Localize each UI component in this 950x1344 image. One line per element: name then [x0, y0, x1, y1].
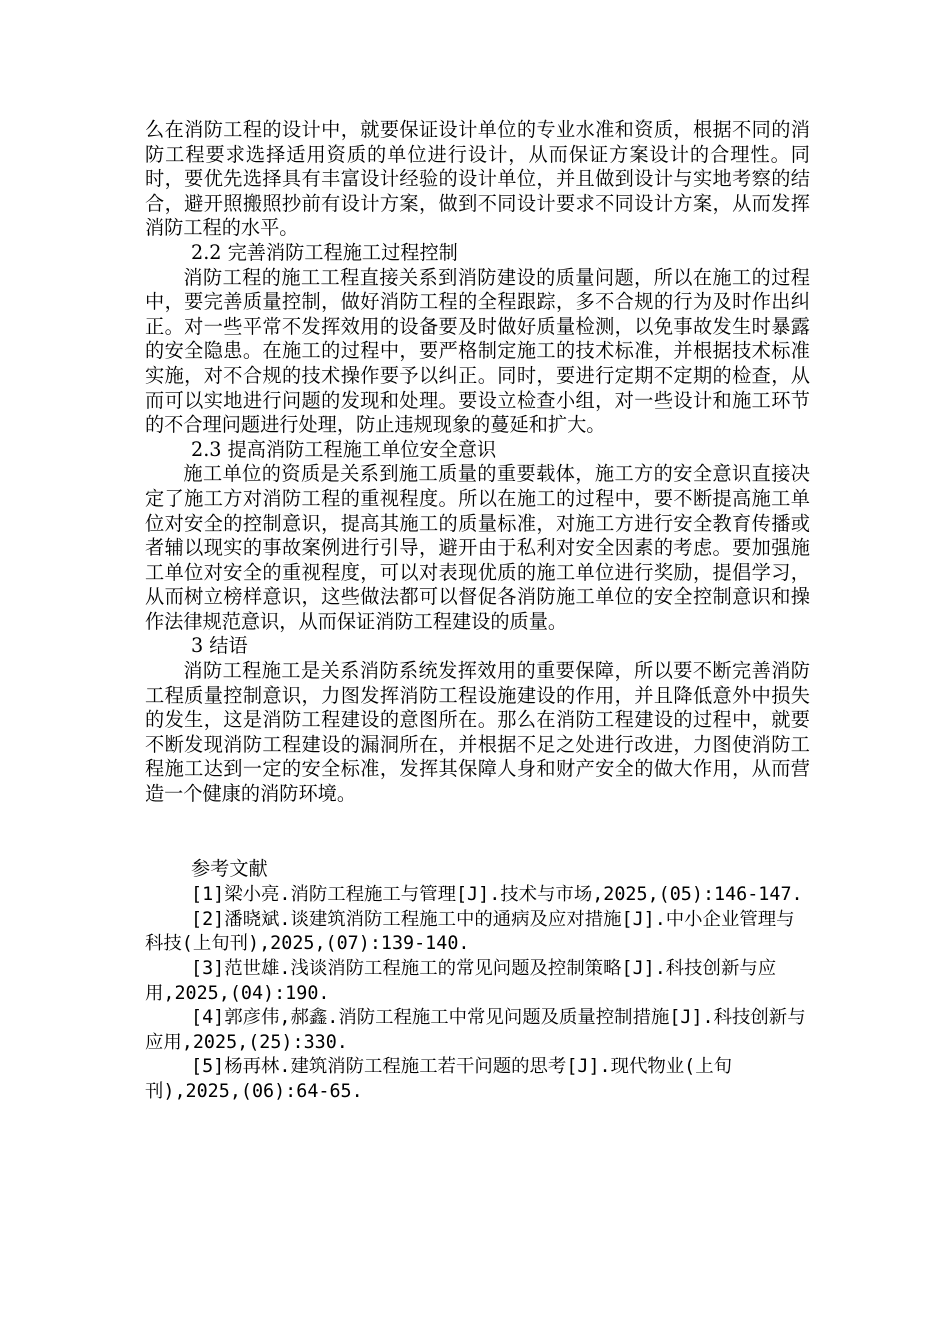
section-heading-2-2: 2.2 完善消防工程施工过程控制 — [191, 240, 458, 264]
reference-item-3: [3]范世雄.浅谈消防工程施工的常见问题及控制策略[J].科技创新与应用,2025,(04):190. — [145, 958, 777, 1004]
body-paragraph-3: 消防工程施工是关系消防系统发挥效用的重要保障，所以要不断完善消防工程质量控制意识，力图发挥消防工程设施建设的作用，并且降低意外中损失的发生，这是消防工程建设的意图所在。那么在消防工程建设的过程中，就要不断发现消防工程建设的漏洞所在，并根据不足之处进行改进，力图使消防工程施工达到一定的安全标准，发挥其保障人身和财产安全的做大作用，从而营造一个健康的消防环境。 — [145, 659, 810, 806]
references-title: 参考文献 — [191, 856, 268, 880]
reference-item-1: [1]梁小亮.消防工程施工与管理[J].技术与市场,2025,(05):146-147. — [191, 884, 803, 906]
section-spacer — [145, 807, 810, 857]
reference-item-4: [4]郭彦伟,郝鑫.消防工程施工中常见问题及质量控制措施[J].科技创新与应用,2025,(25):330. — [145, 1007, 806, 1053]
reference-item-5: [5]杨再林.建筑消防工程施工若干问题的思考[J].现代物业(上旬刊),2025,(06):64-65. — [145, 1056, 733, 1102]
document-page — [145, 118, 810, 1105]
reference-item-2: [2]潘晓斌.谈建筑消防工程施工中的通病及应对措施[J].中小企业管理与科技(上旬刊),2025,(07):139-140. — [145, 908, 795, 955]
section-heading-2-3: 2.3 提高消防工程施工单位安全意识 — [191, 437, 497, 461]
body-paragraph-2-2: 消防工程的施工工程直接关系到消防建设的质量问题，所以在施工的过程中，要完善质量控制，做好消防工程的全程跟踪，多不合规的行为及时作出纠正。对一些平常不发挥效用的设备要及时做好质量检测，以免事故发生时暴露的安全隐患。在施工的过程中，要严格制定施工的技术标准，并根据技术标准实施，对不合规的技术操作要予以纠正。同时，要进行定期不定期的检查，从而可以实地进行问题的发现和处理。要设立检查小组，对一些设计和施工环节的不合理问题进行处理，防止违规现象的蔓延和扩大。 — [145, 265, 810, 437]
body-paragraph-2-3: 施工单位的资质是关系到施工质量的重要载体，施工方的安全意识直接决定了施工方对消防工程的重视程度。所以在施工的过程中，要不断提高施工单位对安全的控制意识，提高其施工的质量标准，对施工方进行安全教育传播或者辅以现实的事故案例进行引导，避开由于私利对安全因素的考虑。要加强施工单位对安全的重视程度，可以对表现优质的施工单位进行奖励，提倡学习，从而树立榜样意识，这些做法都可以督促各消防施工单位的安全控制意识和操作法律规范意识，从而保证消防工程建设的质量。 — [145, 462, 810, 633]
body-paragraph-continued: 么在消防工程的设计中，就要保证设计单位的专业水准和资质，根据不同的消防工程要求选择适用资质的单位进行设计，从而保证方案设计的合理性。同时，要优先选择具有丰富设计经验的设计单位，并且做到设计与实地考察的结合，避开照搬照抄前有设计方案，做到不同设计要求不同设计方案，从而发挥消防工程的水平。 — [145, 118, 810, 240]
section-heading-3: 3 结语 — [191, 634, 248, 658]
